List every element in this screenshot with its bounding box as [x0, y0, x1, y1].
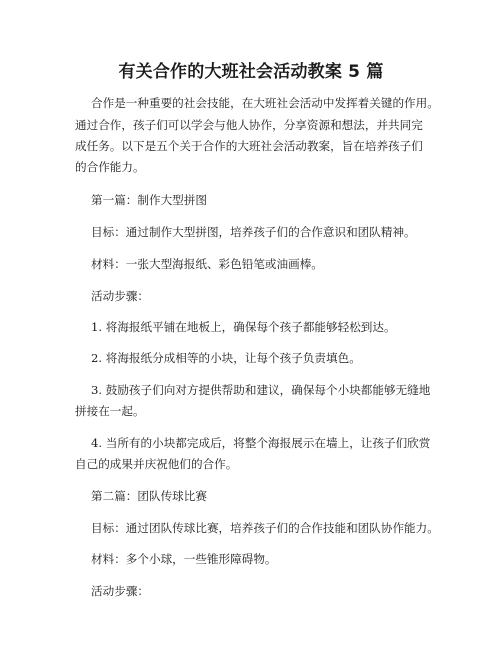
- section-materials: 材料：一张大型海报纸、彩色铅笔或油画棒。: [91, 257, 323, 271]
- step-item: 3. 鼓励孩子们向对方提供帮助和建议，确保每个小块都能够无缝地: [91, 383, 431, 397]
- intro-line: 成任务。以下是五个关于合作的大班社会活动教案，旨在培养孩子们: [75, 139, 423, 153]
- step-item-continued: 自己的成果并庆祝他们的合作。: [75, 457, 238, 471]
- section-heading: 第二篇：团队传球比赛: [91, 489, 207, 503]
- intro-line: 的合作能力。: [75, 160, 145, 174]
- step-item: 2. 将海报纸分成相等的小块，让每个孩子负责填色。: [91, 351, 361, 365]
- intro-line: 通过合作，孩子们可以学会与他人协作，分享资源和想法，并共同完: [75, 118, 423, 132]
- section-goal: 目标：通过团队传球比赛，培养孩子们的合作技能和团队协作能力。: [91, 521, 439, 535]
- step-item-continued: 拼接在一起。: [75, 404, 145, 418]
- step-item: 1. 将海报纸平铺在地板上，确保每个孩子都能够轻松到达。: [91, 320, 396, 334]
- document-title: 有关合作的大班社会活动教案 5 篇: [118, 62, 384, 82]
- steps-label: 活动步骤：: [91, 289, 149, 303]
- section-goal: 目标：通过制作大型拼图，培养孩子们的合作意识和团队精神。: [91, 225, 416, 239]
- section-heading: 第一篇：制作大型拼图: [91, 193, 207, 207]
- section-materials: 材料：多个小球，一些锥形障碍物。: [91, 552, 277, 566]
- steps-label: 活动步骤：: [91, 584, 149, 598]
- step-item: 4. 当所有的小块都完成后，将整个海报展示在墙上，让孩子们欣赏: [91, 436, 431, 450]
- intro-line: 合作是一种重要的社会技能，在大班社会活动中发挥着关键的作用。: [91, 96, 439, 110]
